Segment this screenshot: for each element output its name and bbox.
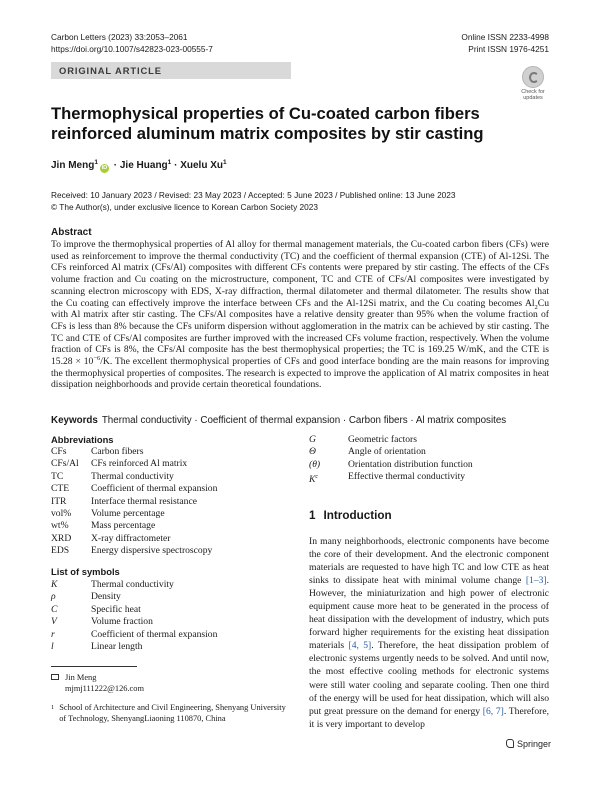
- citation-link[interactable]: [1–3]: [525, 575, 547, 587]
- abbreviations-list: [51, 446, 217, 558]
- article-title: Thermophysical properties of Cu-coated carbon fibers reinforced aluminum matrix composites by stir casting: [51, 104, 484, 143]
- email-link[interactable]: mjmj111222@126.com: [65, 684, 144, 693]
- check-updates-label: Check for updates: [521, 89, 545, 101]
- superscript: −6: [93, 354, 101, 362]
- author-name[interactable]: Xuelu Xu: [180, 160, 223, 171]
- list-item: Θ Angle of orientation: [309, 446, 426, 458]
- author-separator: ·: [174, 160, 178, 171]
- publisher-logo: [506, 739, 551, 749]
- list-item: CFs Carbon fibers: [51, 446, 144, 457]
- symbols-list: [51, 579, 217, 653]
- doi-link[interactable]: https://doi.org/10.1007/s42823-023-00555-7: [51, 44, 213, 54]
- author-list: [51, 156, 227, 173]
- abbreviations-heading: Abbreviations: [51, 434, 114, 445]
- list-item: V Volume fraction: [51, 616, 153, 628]
- list-item: ρ Density: [51, 591, 121, 603]
- symbols-heading: List of symbols: [51, 566, 120, 577]
- list-item: vol% Volume percentage: [51, 507, 165, 519]
- author-name[interactable]: Jin Meng: [51, 160, 95, 171]
- list-item: r Coefficient of thermal expansion: [51, 628, 218, 640]
- affiliation-text: School of Architecture and Civil Engineering, Shenyang University of Technology, ShenyangLiaoning 110870, China: [59, 703, 286, 723]
- affiliation-block: [51, 702, 291, 724]
- citation-link[interactable]: [4, 5]: [348, 640, 372, 652]
- running-header-left: [51, 31, 213, 55]
- keywords-line: [51, 415, 551, 426]
- citation-link[interactable]: [6, 7]: [482, 705, 504, 717]
- list-item: wt% Mass percentage: [51, 520, 156, 532]
- introduction-text: In many neighborhoods, electronic components have become the core of their development. And the electronic component materials are requested to have high TC and low CTE as heat sinks to dissipate heat with minimal volume change [1–3]. However, the miniaturization and high power of electronic equipment cause more heat to be generated in the process of heat dissipation with the development of industry, which puts forward higher requirements for the existing heat dissipation materials [4, 5]. Therefore, the heat dissipation problem of electronic systems urgently needs to be solved. And until now, the most effective cooling methods for electronic systems were still water cooling and separate cooling. Then one third of the energy will be used for heat dissipation, which will also put great pressure on the demand for energy [6, 7]. Therefore, it is very important to develop: [309, 536, 550, 730]
- list-item: K Thermal conductivity: [51, 579, 174, 590]
- publisher-name: Springer: [517, 739, 552, 749]
- check-updates-icon: [522, 66, 544, 88]
- author-affiliation-marker: 1: [167, 159, 172, 166]
- list-item: l Linear length: [51, 640, 143, 652]
- keywords-label: Keywords: [51, 415, 98, 426]
- symbols-list-continued: [309, 434, 473, 484]
- list-item: TC Thermal conductivity: [51, 470, 174, 482]
- issn-online: Online ISSN 2233-4998: [461, 32, 549, 42]
- section-heading-introduction: [309, 509, 392, 522]
- journal-citation: Carbon Letters (2023) 33:2053–2061: [51, 32, 188, 42]
- abstract-text: To improve the thermophysical properties of Al alloy for thermal management materials, the Cu-coated carbon fibers (CFs) were used as reinforcement to improve the thermal conductivity (TC) and the coefficient of thermal expansion (CTE) of Al-12Si. The CFs reinforced Al matrix (CFs/Al) composites with different CFs contents were prepared by stir casting. The effects of the CFs volume fraction and Cu coating on the microstructure, component, TC and CTE of CFs/Al composites were investigated by scanning electron microscopy with EDS, X-ray diffraction, thermal dilatometer and thermal dilatometer. The results show that the Cu coating can effectively improve the interface between CFs and the Al-12Si matrix, and the Cu coating becomes $Al_2Cu$ with Al matrix after stir casting. The CFs/Al composites have a relative density greater than 95% when the volume fraction of CFs is less than 8% because the CFs uniform dispersion without agglomeration in the matrix can be achieved by stir casting. The TC and CTE of CFs/Al composites are further improved with the increased CFs volume fraction, respectively. When the volume fraction of CFs is 8%, the CFs/Al composite has the best thermophysical properties; the TC is 169.25 W/mK, and the CTE is $15.28 \times 10^{-6}/K$. The excellent thermophysical properties of CFs and good interface bonding are the main reasons for improving the thermophysical properties of composites. The research is expected to improve the application of Al matrix composites in heat dissipation neighborhoods and provide certain theoretical foundations.: [51, 239, 550, 391]
- author-name[interactable]: Jie Huang: [119, 160, 168, 171]
- list-item: ITR Interface thermal resistance: [51, 495, 197, 507]
- abstract-heading: Abstract: [51, 227, 92, 238]
- envelope-icon: [51, 674, 59, 680]
- list-item: EDS Energy dispersive spectroscopy: [51, 545, 213, 557]
- corresponding-author: Jin Meng: [65, 673, 97, 682]
- article-type-banner: ORIGINAL ARTICLE: [51, 62, 291, 79]
- correspondence-block: [51, 672, 144, 694]
- issn-print: Print ISSN 1976-4251: [468, 44, 549, 54]
- subscript: 2: [534, 303, 538, 311]
- orcid-icon[interactable]: iD: [101, 165, 108, 171]
- list-item: CTE Coefficient of thermal expansion: [51, 483, 218, 495]
- list-item: XRD X-ray diffractometer: [51, 532, 171, 544]
- author-separator: ·: [113, 160, 118, 171]
- springer-horse-icon: [506, 739, 514, 748]
- affiliation-number: 1: [51, 704, 55, 711]
- author-affiliation-marker: 1: [223, 159, 227, 166]
- list-item: C Specific heat: [51, 603, 141, 615]
- list-item: G Geometric factors: [309, 434, 417, 445]
- footnote-divider: [51, 666, 137, 667]
- list-item: $K^c$ Effective thermal conductivity: [309, 471, 466, 486]
- keywords-text: Thermal conductivity · Coefficient of thermal expansion · Carbon fibers · Al matrix composites: [101, 415, 507, 426]
- history-dates: Received: 10 January 2023 / Revised: 23 May 2023 / Accepted: 5 June 2023 / Published online: 13 June 2023: [51, 190, 456, 200]
- publication-dates: [51, 190, 456, 213]
- list-item: CFs/Al CFs reinforced Al matrix: [51, 458, 188, 470]
- check-for-updates-badge[interactable]: [515, 66, 551, 101]
- copyright-notice: © The Author(s), under exclusive licence to Korean Carbon Society 2023: [51, 201, 318, 212]
- running-header-right: [461, 31, 549, 55]
- author-affiliation-marker: 1: [94, 159, 98, 166]
- list-item: (θ) Orientation distribution function: [309, 458, 473, 470]
- section-title: Introduction: [323, 509, 392, 522]
- section-number: 1: [309, 509, 316, 522]
